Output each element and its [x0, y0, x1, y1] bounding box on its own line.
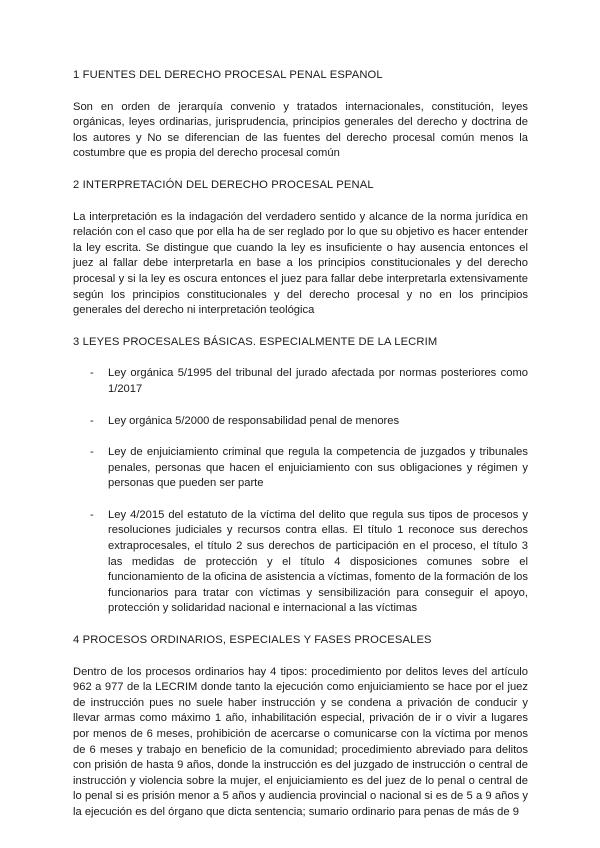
section-paragraph: Dentro de los procesos ordinarios hay 4 tipos: procedimiento por delitos leves del artículo 962 a 977 de la LECRIM donde tanto la ejecución como enjuiciamiento se hace por el juez de instrucción pues no suele haber instrucción y se condena a privación de conducir y llevar armas como máximo 1 año, inhabilitación especial, privación de ir o vivir a lugares por menos de 6 meses, prohibición de acercarse o comunicarse con la víctima por menos de 6 meses y trabajo en beneficio de la comunidad; procedimiento abreviado para delitos con prisión de hasta 9 años, donde la instrucción es del juzgado de instrucción o central de instrucción y violencia sobre la mujer, el enjuiciamiento es del juez de lo penal o central de lo penal si es prisión menor a 5 años y audiencia provincial o nacional si es de 5 a 9 años y la ejecución es del órgano que dicta sentencia; sumario ordinario para penas de más de 9 [73, 665, 528, 818]
bullet-dash-icon: - [90, 508, 94, 521]
document-page [73, 68, 528, 837]
section-heading: 2 INTERPRETACIÓN DEL DERECHO PROCESAL PENAL [73, 178, 374, 191]
section-fuentes [73, 68, 528, 162]
bullet-dash-icon: - [90, 414, 94, 427]
section-paragraph: La interpretación es la indagación del verdadero sentido y alcance de la norma jurídica en relación con el caso que por ella ha de ser reglado por lo que su objetivo es hacer entender la ley escrita. Se distingue que cuando la ley es insuficiente o hay ausencia entonces el juez al fallar debe interpretarla en base a los principios constitucionales y del derecho procesal y si la ley es oscura entonces el juez para fallar debe interpretarla extensivamente según los principios constitucionales y del derecho procesal y no en los principios generales del derecho ni interpretación teológica [73, 210, 528, 317]
list-item [73, 508, 528, 617]
list-item-text: Ley orgánica 5/1995 del tribunal del jurado afectada por normas posteriores como 1/2017 [108, 367, 528, 395]
section-heading: 4 PROCESOS ORDINARIOS, ESPECIALES Y FASES PROCESALES [73, 634, 432, 647]
list-item [73, 366, 528, 397]
bullet-dash-icon: - [90, 446, 94, 459]
section-heading: 3 LEYES PROCESALES BÁSICAS. ESPECIALMENTE DE LA LECRIM [73, 335, 438, 348]
list-item [73, 445, 528, 492]
law-list [73, 366, 528, 617]
list-item-text: Ley 4/2015 del estatuto de la víctima del delito que regula sus tipos de procesos y resoluciones judiciales y recursos contra ellas. El título 1 reconoce sus derechos extraprocesales, el título 2 sus derechos de participación en el proceso, el título 3 las medidas de protección y el título 4 disposiciones comunes sobre el funcionamiento de la oficina de asistencia a víctimas, fomento de la formación de los funcionarios para tratar con víctimas y sensibilización para conseguir el apoyo, protección y solidaridad nacional e internacional a las víctimas [108, 508, 528, 615]
list-item [73, 414, 528, 430]
list-item-text: Ley orgánica 5/2000 de responsabilidad penal de menores [108, 414, 400, 427]
section-leyes-procesales [73, 335, 528, 617]
section-interpretacion [73, 178, 528, 319]
section-procesos [73, 633, 528, 821]
list-item-text: Ley de enjuiciamiento criminal que regula la competencia de juzgados y tribunales penales, personas que hacen el enjuiciamiento con sus obligaciones y régimen y personas que pueden ser parte [108, 446, 528, 490]
bullet-dash-icon: - [90, 367, 94, 380]
section-paragraph: Son en orden de jerarquía convenio y tratados internacionales, constitución, leyes orgánicas, leyes ordinarias, jurisprudencia, principios generales del derecho y doctrina de los autores y No se diferencian de las fuentes del derecho procesal común menos la costumbre que es propia del derecho procesal común [73, 100, 528, 160]
section-heading: 1 FUENTES DEL DERECHO PROCESAL PENAL ESPANOL [73, 69, 383, 81]
